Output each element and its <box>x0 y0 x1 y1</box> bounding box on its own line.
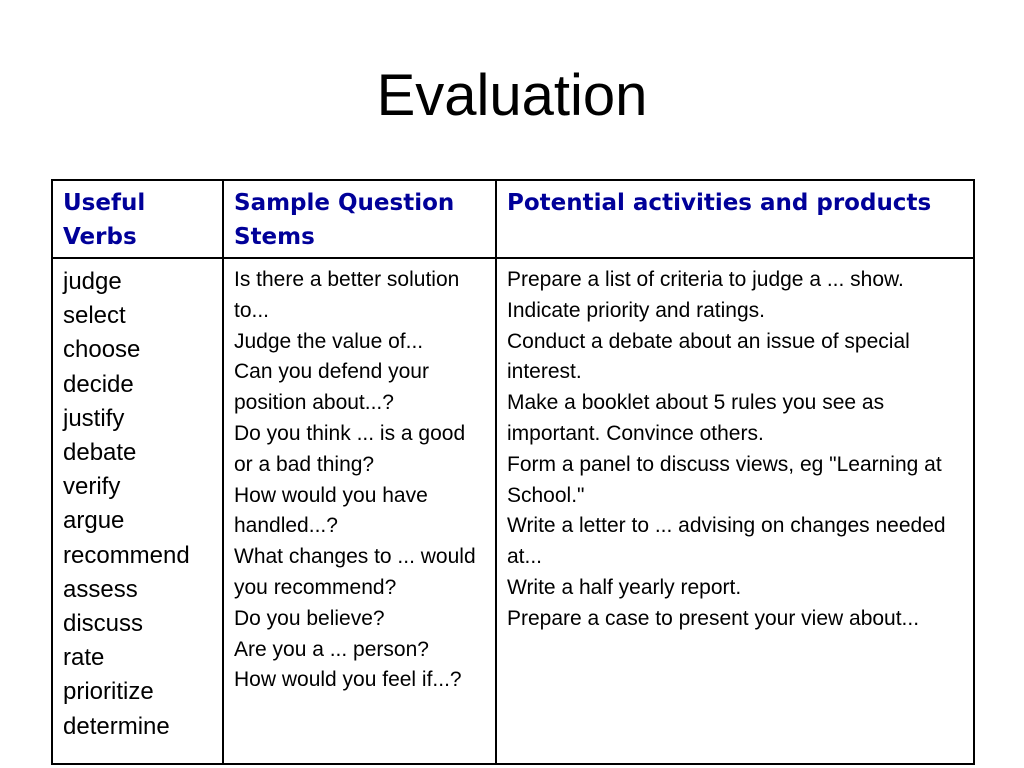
question-stem-item: What changes to ... would you recommend? <box>234 545 476 599</box>
question-stem-item: Are you a ... person? <box>234 637 429 661</box>
verb-item: choose <box>63 336 141 364</box>
table-body-row <box>52 258 974 764</box>
question-stems-cell <box>223 258 496 764</box>
header-sample-question-stems: Sample Question Stems <box>223 180 496 258</box>
question-stem-item: Can you defend your position about...? <box>234 360 429 415</box>
header-useful-verbs: Useful Verbs <box>52 180 223 258</box>
activity-item: Make a booklet about 5 rules you see as important. Convince others. <box>507 391 885 445</box>
activity-item: Form a panel to discuss views, eg "Learning at School." <box>507 452 942 507</box>
question-stem-item: How would you feel if...? <box>234 668 462 692</box>
verb-item: debate <box>63 439 137 467</box>
verb-item: select <box>63 302 126 330</box>
slide-title: Evaluation <box>376 63 648 128</box>
verb-item: argue <box>63 507 125 535</box>
activity-item: Prepare a list of criteria to judge a ... show. Indicate priority and ratings. <box>507 268 904 322</box>
verb-item: justify <box>63 404 125 432</box>
header-potential-activities: Potential activities and products <box>496 180 974 258</box>
verb-item: recommend <box>63 541 190 569</box>
activities-cell <box>496 258 974 764</box>
question-stem-item: Do you think ... is a good or a bad thing? <box>234 421 466 476</box>
activity-item: Write a half yearly report. <box>507 575 742 599</box>
question-stem-item: How would you have handled...? <box>234 483 428 538</box>
verb-item: assess <box>63 575 138 603</box>
table-header-row <box>52 180 974 258</box>
verb-item: rate <box>63 644 105 672</box>
verb-item: prioritize <box>63 678 154 706</box>
activity-item: Conduct a debate about an issue of special interest. <box>507 329 910 384</box>
question-stem-item: Is there a better solution to... <box>234 268 460 322</box>
question-stem-item: Do you believe? <box>234 606 385 630</box>
question-stem-item: Judge the value of... <box>234 329 424 353</box>
activity-item: Prepare a case to present your view about... <box>507 606 920 630</box>
evaluation-table <box>51 179 975 765</box>
verb-item: decide <box>63 370 134 398</box>
verb-item: discuss <box>63 610 144 638</box>
verb-item: verify <box>63 473 121 501</box>
verbs-cell <box>52 258 223 764</box>
activity-item: Write a letter to ... advising on changes needed at... <box>507 514 946 569</box>
verb-item: determine <box>63 712 170 740</box>
verb-item: judge <box>63 268 122 295</box>
